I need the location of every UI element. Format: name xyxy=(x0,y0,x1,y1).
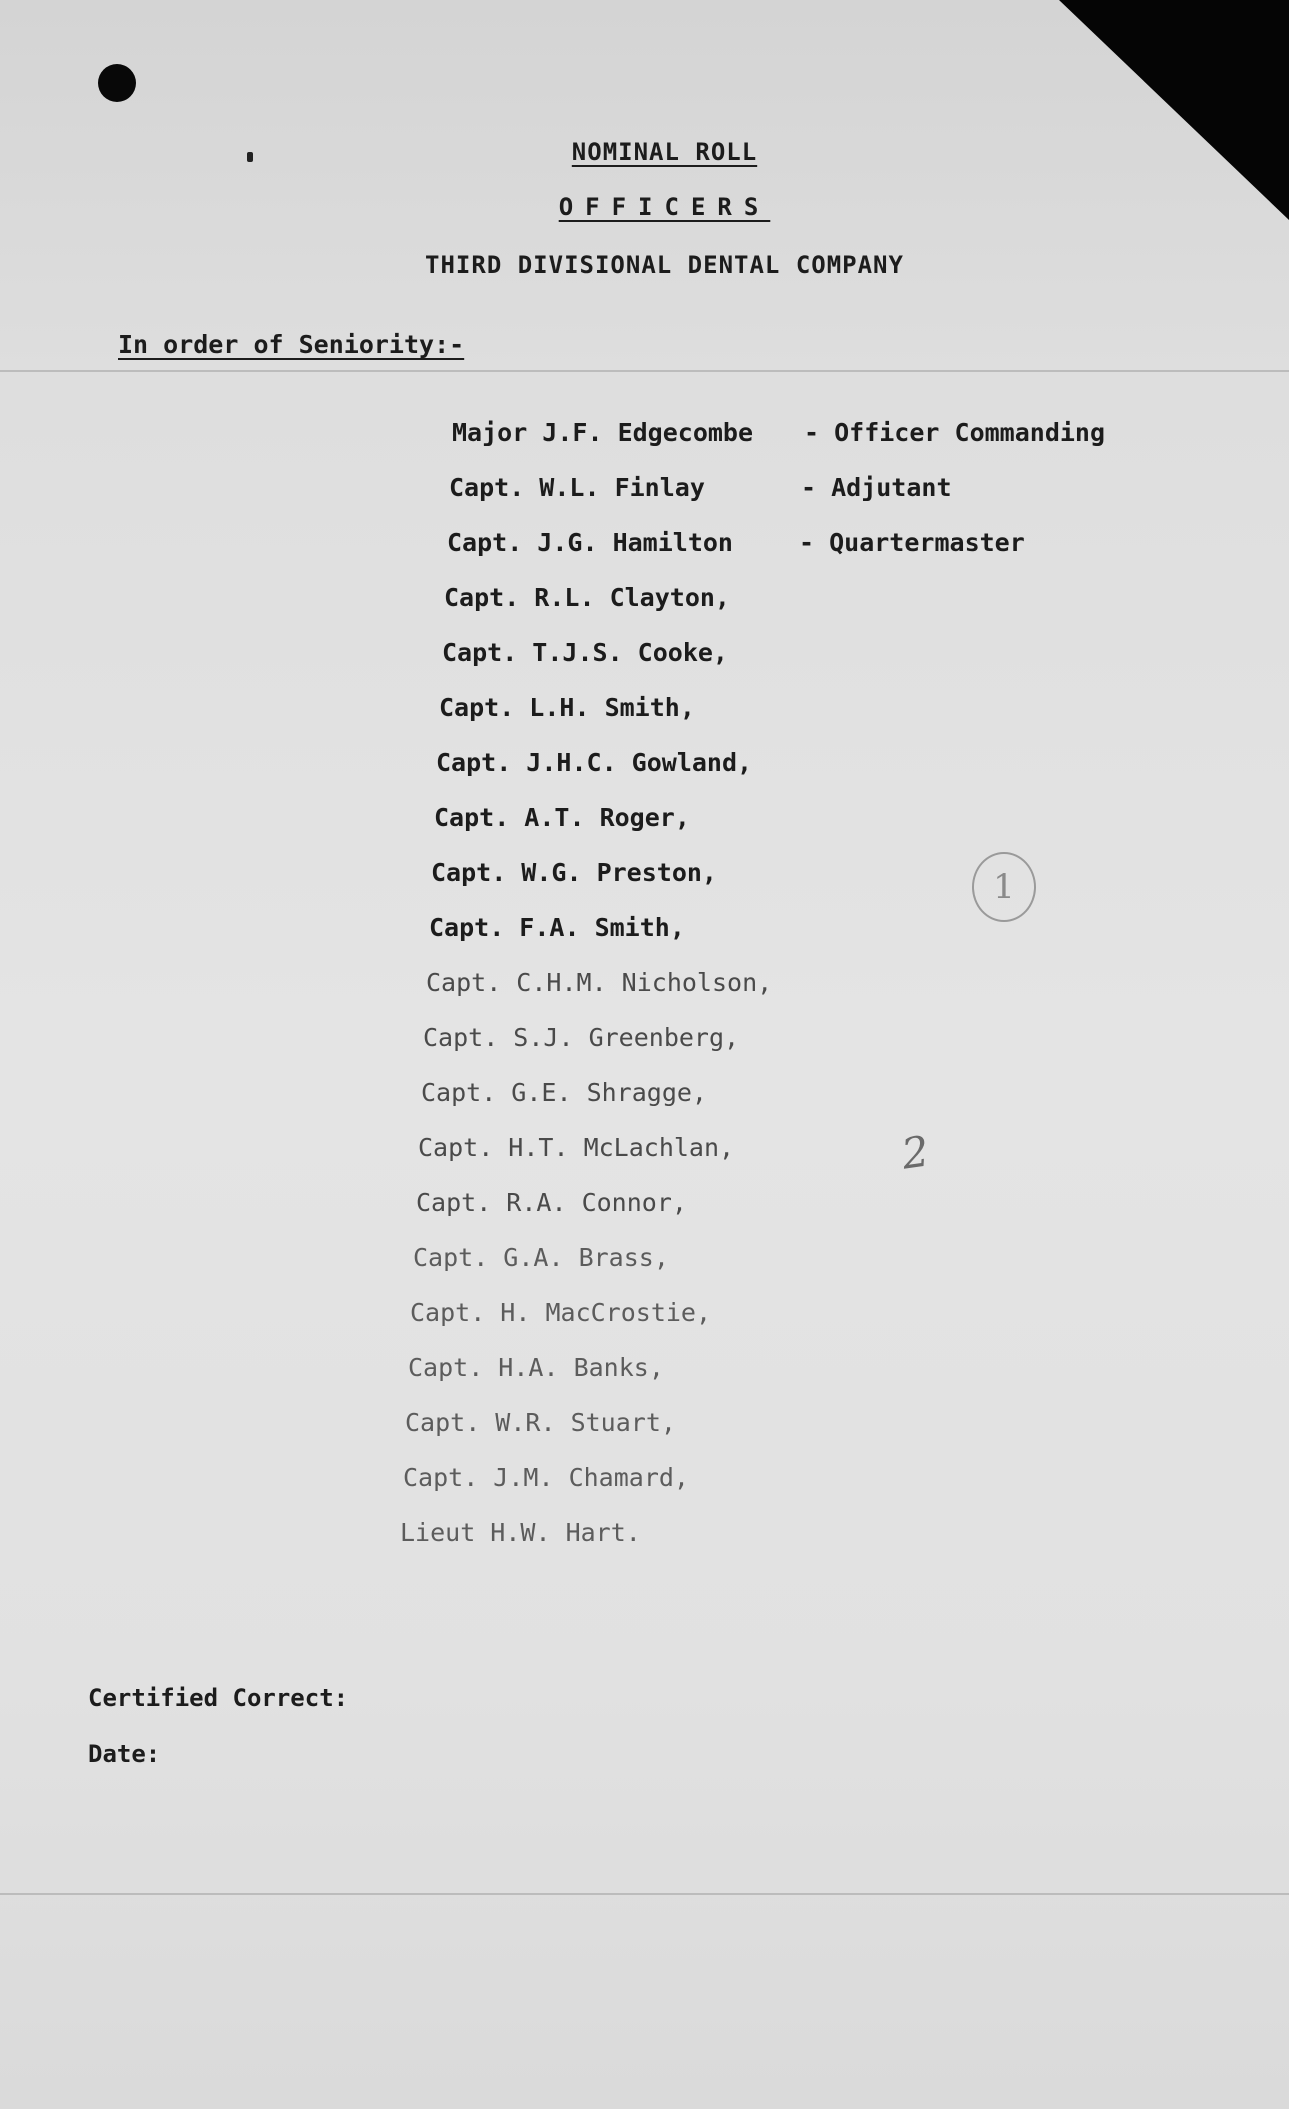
folded-corner xyxy=(1059,0,1289,220)
officer-name: Capt. C.H.M. Nicholson, xyxy=(426,968,773,997)
officer-row xyxy=(410,1298,1063,1353)
officer-name: Major J.F. Edgecombe xyxy=(452,418,754,447)
officer-name: Capt. J.H.C. Gowland, xyxy=(436,748,753,777)
officer-row xyxy=(408,1353,1061,1408)
pencil-circled-number: 1 xyxy=(972,852,1036,922)
officer-row xyxy=(452,418,1105,473)
officer-role: - Officer Commanding xyxy=(804,418,1106,447)
officer-name: Capt. W.G. Preston, xyxy=(431,858,717,887)
officer-name: Capt. A.T. Roger, xyxy=(434,803,690,832)
unit-name: THIRD DIVISIONAL DENTAL COMPANY xyxy=(425,251,904,279)
fold-line-lower xyxy=(0,1893,1289,1895)
officer-name: Capt. T.J.S. Cooke, xyxy=(442,638,728,667)
officer-list xyxy=(400,418,1106,1573)
fold-line-upper xyxy=(0,370,1289,372)
officer-name: Capt. G.A. Brass, xyxy=(413,1243,669,1272)
certified-correct-label: Certified Correct: xyxy=(88,1684,349,1712)
pencil-number: 2 xyxy=(898,1126,933,1179)
officer-row xyxy=(429,913,1082,968)
officer-row xyxy=(416,1188,1069,1243)
officer-name: Lieut H.W. Hart. xyxy=(400,1518,641,1547)
officer-name: Capt. R.L. Clayton, xyxy=(444,583,730,612)
officer-name: Capt. W.R. Stuart, xyxy=(405,1408,676,1437)
officer-row xyxy=(442,638,1095,693)
officer-row xyxy=(447,528,1100,583)
officer-name: Capt. L.H. Smith, xyxy=(439,693,695,722)
officer-row xyxy=(426,968,1079,1023)
officer-row xyxy=(421,1078,1074,1133)
officer-name: Capt. F.A. Smith, xyxy=(429,913,685,942)
officer-row xyxy=(413,1243,1066,1298)
officer-role: - Quartermaster xyxy=(799,528,1025,557)
officer-row xyxy=(418,1133,1071,1188)
date-label: Date: xyxy=(88,1740,161,1768)
officer-name: Capt. H.T. McLachlan, xyxy=(418,1133,735,1162)
officer-name: Capt. G.E. Shragge, xyxy=(421,1078,707,1107)
officer-name: Capt. R.A. Connor, xyxy=(416,1188,687,1217)
officer-row xyxy=(434,803,1087,858)
officer-row xyxy=(449,473,1102,528)
document-title: NOMINAL ROLL xyxy=(571,138,758,166)
punch-hole xyxy=(98,64,136,102)
officer-row xyxy=(423,1023,1076,1078)
officer-name: Capt. S.J. Greenberg, xyxy=(423,1023,740,1052)
officer-role: - Adjutant xyxy=(801,473,952,502)
officer-row xyxy=(444,583,1097,638)
officer-row xyxy=(439,693,1092,748)
officer-name: Capt. J.G. Hamilton xyxy=(447,528,733,557)
officer-row xyxy=(405,1408,1058,1463)
officer-row xyxy=(436,748,1089,803)
officer-name: Capt. W.L. Finlay xyxy=(449,473,705,502)
officer-name: Capt. H.A. Banks, xyxy=(408,1353,664,1382)
seniority-heading: In order of Seniority:- xyxy=(118,330,465,359)
officer-name: Capt. H. MacCrostie, xyxy=(410,1298,712,1327)
document-subtitle: OFFICERS xyxy=(558,193,771,221)
officer-name: Capt. J.M. Chamard, xyxy=(403,1463,689,1492)
officer-row xyxy=(403,1463,1056,1518)
officer-row xyxy=(400,1518,1053,1573)
